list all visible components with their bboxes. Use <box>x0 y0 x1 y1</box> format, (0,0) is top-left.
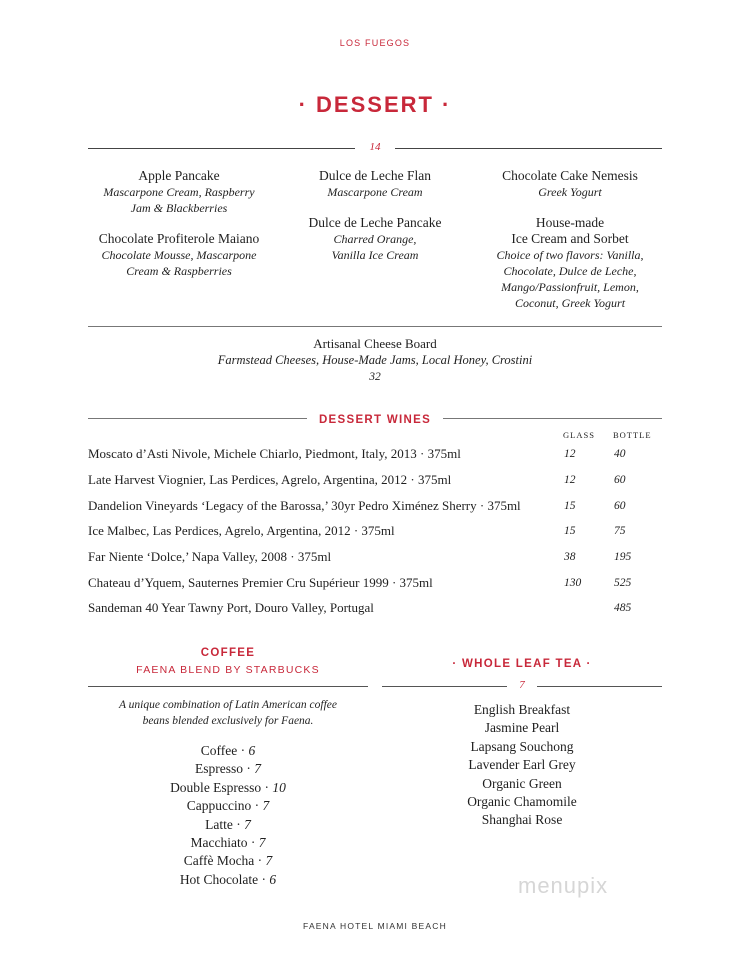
tea-item: Lapsang Souchong <box>470 738 574 754</box>
coffee-item-name: Double Espresso · <box>170 779 273 795</box>
tea-item: Lavender Earl Grey <box>468 757 576 773</box>
wines-header-wrap <box>0 410 750 428</box>
wine-glass-price: 15 <box>564 500 576 512</box>
wine-row <box>88 549 663 569</box>
coffee-list <box>88 742 368 889</box>
dessert-desc: Vanilla Ice Cream <box>331 248 419 262</box>
dessert-name: Chocolate Profiterole Maiano <box>98 231 260 246</box>
tea-item: Organic Green <box>482 775 562 791</box>
dessert-name: Apple Pancake <box>138 168 220 183</box>
dessert-desc: Mango/Passionfruit, Lemon, <box>501 280 639 294</box>
coffee-item-price: 10 <box>272 779 286 795</box>
coffee-subtitle: FAENA BLEND BY STARBUCKS <box>136 664 320 676</box>
wine-glass-price: 12 <box>564 474 576 486</box>
coffee-item <box>88 834 368 852</box>
dessert-item <box>84 168 274 216</box>
wine-name: Far Niente ‘Dolce,’ Napa Valley, 2008 · 375ml <box>88 549 332 564</box>
dessert-item <box>475 215 665 311</box>
tea-item: Jasmine Pearl <box>484 720 560 736</box>
coffee-item-price: 7 <box>254 761 261 777</box>
cheese-desc: Farmstead Cheeses, House-Made Jams, Local Honey, Crostini <box>217 353 533 367</box>
dessert-item <box>280 168 470 200</box>
section-title: · DESSERT · <box>298 92 452 117</box>
coffee-item-name: Caffè Mocha · <box>183 853 266 869</box>
coffee-description <box>88 697 368 729</box>
coffee-item <box>88 779 368 797</box>
wine-bottle-price: 75 <box>614 525 626 537</box>
dessert-item <box>84 231 274 279</box>
wines-title: DESSERT WINES <box>307 414 443 426</box>
dessert-price: 14 <box>355 141 395 153</box>
wine-bottle-price: 195 <box>614 551 632 563</box>
wine-bottle-price: 485 <box>614 602 632 614</box>
coffee-title: COFFEE <box>200 647 256 659</box>
dessert-desc: Chocolate Mousse, Mascarpone <box>101 248 257 262</box>
dessert-name: House-made <box>535 215 605 230</box>
tea-item: Shanghai Rose <box>481 812 563 828</box>
cheese-price: 32 <box>369 371 381 383</box>
coffee-item <box>88 797 368 815</box>
divider <box>88 686 368 687</box>
watermark-logo: menupix <box>518 873 609 898</box>
divider <box>88 326 662 327</box>
coffee-item-price: 7 <box>265 853 273 869</box>
coffee-desc-line: beans blended exclusively for Faena. <box>142 715 314 727</box>
dessert-desc: Charred Orange, <box>333 232 417 246</box>
dessert-desc: Coconut, Greek Yogurt <box>514 296 626 310</box>
coffee-item <box>88 852 368 870</box>
dessert-desc: Greek Yogurt <box>538 185 602 199</box>
wine-row <box>88 498 663 518</box>
dessert-desc: Mascarpone Cream, Raspberry <box>103 185 255 199</box>
coffee-item <box>88 816 368 834</box>
dessert-desc: Chocolate, Dulce de Leche, <box>503 264 637 278</box>
wine-bottle-price: 60 <box>614 474 626 486</box>
dessert-name: Dulce de Leche Flan <box>318 168 432 183</box>
coffee-item <box>88 760 368 778</box>
wine-row <box>88 472 663 492</box>
tea-title: · WHOLE LEAF TEA · <box>452 658 592 670</box>
wine-row <box>88 523 663 543</box>
wine-row <box>88 446 663 466</box>
wine-name: Dandelion Vineyards ‘Legacy of the Barossa,’ 30yr Pedro Ximénez Sherry · 375ml <box>88 498 521 513</box>
coffee-item-price: 6 <box>248 743 256 758</box>
glass-header: GLASS <box>563 430 595 440</box>
dessert-name: Dulce de Leche Pancake <box>308 215 442 230</box>
wine-name: Ice Malbec, Las Perdices, Agrelo, Argentina, 2012 · 375ml <box>88 523 395 538</box>
restaurant-name: LOS FUEGOS <box>339 38 411 48</box>
wine-row <box>88 600 663 620</box>
wine-glass-price: 130 <box>564 577 582 589</box>
dessert-column-2 <box>280 168 470 278</box>
coffee-item-price: 7 <box>258 835 266 851</box>
tea-price: 7 <box>507 679 537 691</box>
dessert-column-3 <box>475 168 665 326</box>
wine-name: Moscato d’Asti Nivole, Michele Chiarlo, Piedmont, Italy, 2013 · 375ml <box>88 446 461 461</box>
dessert-name-line2: Ice Cream and Sorbet <box>511 231 629 246</box>
bottle-header: BOTTLE <box>613 430 652 440</box>
tea-list <box>382 701 662 830</box>
dessert-name: Chocolate Cake Nemesis <box>502 168 638 183</box>
dessert-desc: Mascarpone Cream <box>327 185 423 199</box>
coffee-item-name: Coffee · <box>200 743 249 758</box>
footer-hotel-name: FAENA HOTEL MIAMI BEACH <box>303 921 447 931</box>
dessert-desc: Cream & Raspberries <box>126 264 232 278</box>
wine-name: Chateau d’Yquem, Sauternes Premier Cru Supérieur 1999 · 375ml <box>88 575 433 590</box>
coffee-item-name: Cappuccino · <box>186 798 263 814</box>
dessert-desc: Choice of two flavors: Vanilla, <box>496 248 644 262</box>
wine-name: Late Harvest Viognier, Las Perdices, Agrelo, Argentina, 2012 · 375ml <box>88 472 452 487</box>
wine-glass-price: 15 <box>564 525 576 537</box>
cheese-name: Artisanal Cheese Board <box>313 336 437 351</box>
coffee-item-price: 7 <box>262 798 270 814</box>
dessert-item <box>475 168 665 200</box>
dessert-desc: Jam & Blackberries <box>130 201 228 215</box>
coffee-desc-line: A unique combination of Latin American coffee <box>118 699 338 711</box>
tea-item: English Breakfast <box>473 702 571 717</box>
wine-name: Sandeman 40 Year Tawny Port, Douro Valley, Portugal <box>88 600 374 615</box>
dessert-column-1 <box>84 168 274 294</box>
wine-bottle-price: 40 <box>614 448 626 460</box>
coffee-item-name: Espresso · <box>195 761 255 777</box>
tea-item: Organic Chamomile <box>467 794 577 810</box>
coffee-item-name: Hot Chocolate · <box>179 871 270 887</box>
coffee-item-price: 6 <box>269 871 277 887</box>
coffee-item <box>88 742 368 760</box>
dessert-item <box>280 215 470 263</box>
wine-bottle-price: 60 <box>614 500 626 512</box>
wine-row <box>88 575 663 595</box>
coffee-item-name: Macchiato · <box>190 835 259 851</box>
wine-bottle-price: 525 <box>614 577 632 589</box>
cheese-board <box>88 336 662 385</box>
coffee-item-name: Latte · <box>205 816 245 832</box>
wine-glass-price: 12 <box>564 448 576 460</box>
coffee-item-price: 7 <box>244 816 251 832</box>
coffee-item <box>88 871 368 889</box>
wine-glass-price: 38 <box>564 551 576 563</box>
